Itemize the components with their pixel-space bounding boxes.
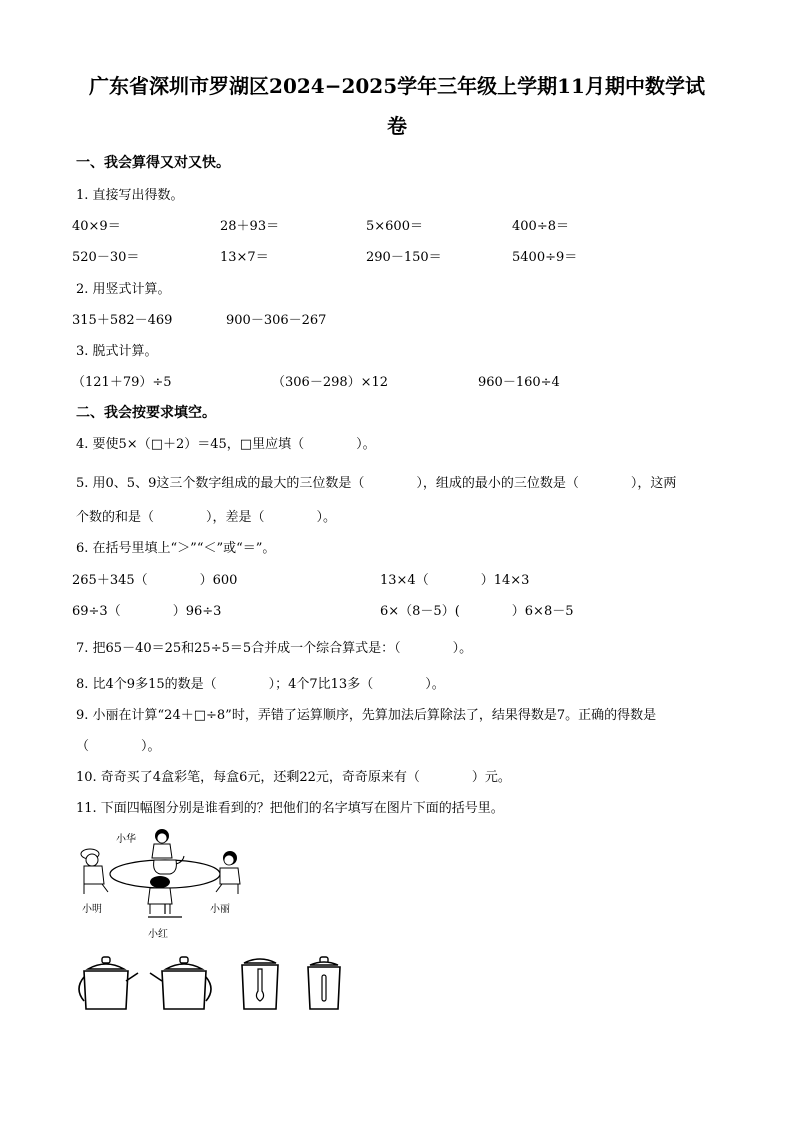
q3-item: （306－298）×12: [272, 375, 389, 390]
q3-item: （121＋79）÷5: [72, 375, 172, 390]
teapot-view-3: [242, 959, 278, 1009]
q10-text: 10. 奇奇买了4盒彩笔，每盒6元，还剩22元，奇奇原来有（ ）元。: [76, 770, 511, 785]
q8-text: 8. 比4个9多15的数是（ ）；4个7比13多（ ）。: [76, 677, 445, 692]
q6-item: 265＋345（ ）600: [72, 573, 238, 588]
teapot-views-drawing: [74, 955, 364, 1025]
q4-text: 4. 要使5×（□＋2）＝45，□里应填（ ）。: [76, 437, 376, 452]
teapot-view-4: [308, 957, 340, 1009]
teapot-view-2: [150, 957, 211, 1009]
q1-item: 5×600＝: [366, 219, 423, 234]
q1-item: 290－150＝: [366, 250, 442, 265]
name-label: 小丽: [210, 904, 230, 915]
q1-item: 520－30＝: [72, 250, 140, 265]
q1-item: 13×7＝: [220, 250, 269, 265]
q6-label: 6. 在括号里填上“＞”“＜”或“＝”。: [76, 541, 276, 556]
q2-item: 315＋582－469: [72, 313, 173, 328]
q5-line-1: 5. 用0、5、9这三个数字组成的最大的三位数是（ ），组成的最小的三位数是（ ），这两: [76, 476, 677, 491]
section-heading-2: 二、我会按要求填空。: [76, 405, 216, 421]
table-scene-illustration: [70, 822, 250, 947]
title-line-2: 卷: [387, 114, 407, 138]
q11-text: 11. 下面四幅图分别是谁看到的？把他们的名字填写在图片下面的括号里。: [76, 801, 504, 816]
section-heading-1: 一、我会算得又对又快。: [76, 155, 230, 171]
teapot-view-1: [79, 957, 138, 1009]
page-title: [60, 66, 734, 146]
q1-item: 40×9＝: [72, 219, 121, 234]
q2-item: 900－306－267: [226, 313, 327, 328]
q3-item: 960－160÷4: [478, 375, 560, 390]
q1-label: 1. 直接写出得数。: [76, 188, 184, 203]
name-label: 小华: [116, 834, 136, 845]
q6-item: 13×4（ ）14×3: [380, 573, 530, 588]
q9-line-1: 9. 小丽在计算“24＋□÷8”时，弄错了运算顺序，先算加法后算除法了，结果得数是7。正确的得数是: [76, 708, 657, 723]
q6-item: 6×（8－5）( ）6×8－5: [380, 604, 574, 619]
name-label: 小红: [148, 929, 168, 940]
q3-label: 3. 脱式计算。: [76, 344, 158, 359]
q2-label: 2. 用竖式计算。: [76, 282, 171, 297]
name-label: 小明: [82, 904, 102, 915]
q1-item: 400÷8＝: [512, 219, 569, 234]
q6-item: 69÷3（ ）96÷3: [72, 604, 222, 619]
q1-item: 5400÷9＝: [512, 250, 578, 265]
q1-item: 28＋93＝: [220, 219, 280, 234]
teapot-views: [74, 955, 364, 1025]
title-line-1: 广东省深圳市罗湖区2024−2025学年三年级上学期11月期中数学试: [89, 74, 705, 98]
q5-line-2: 个数的和是（ ），差是（ ）。: [76, 510, 337, 525]
q9-line-2: （ ）。: [76, 739, 161, 754]
q7-text: 7. 把65－40＝25和25÷5＝5合并成一个综合算式是：（ ）。: [76, 641, 473, 656]
